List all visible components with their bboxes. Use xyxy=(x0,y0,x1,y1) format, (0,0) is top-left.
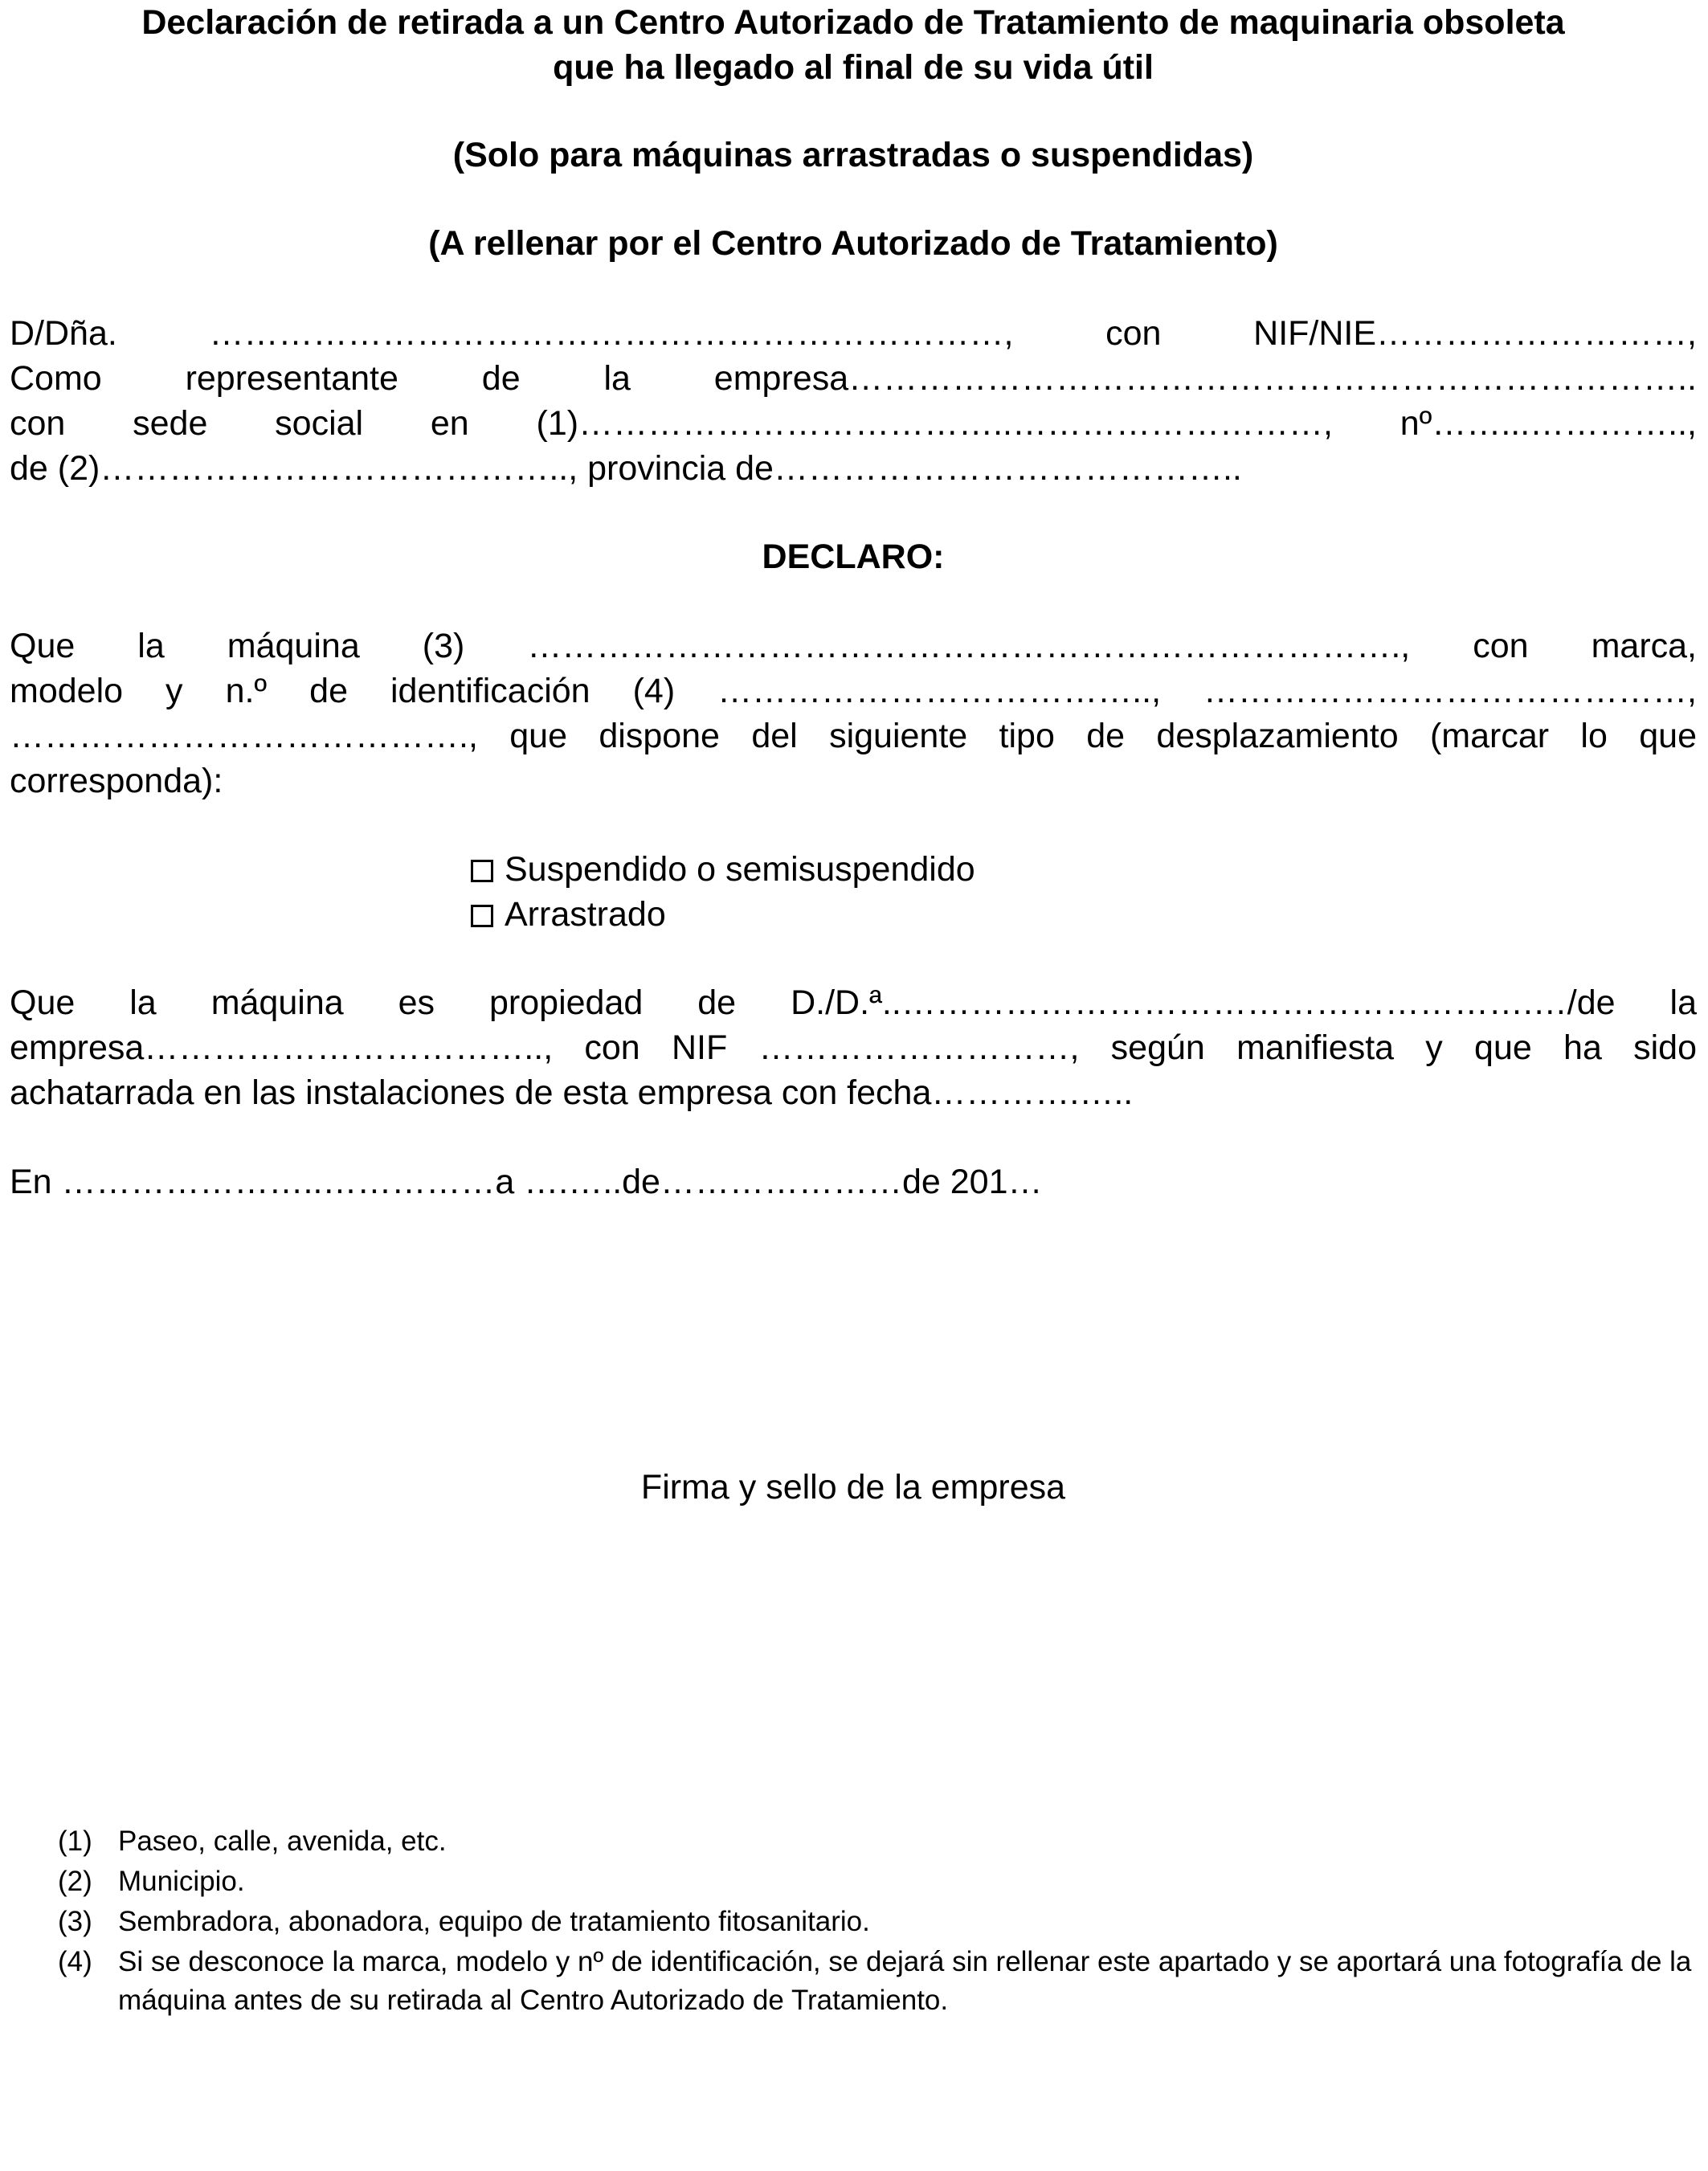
footnote-text: Paseo, calle, avenida, etc. xyxy=(118,1826,447,1857)
identity-line-company: Como representante de la empresa……………………………………………………………….. xyxy=(10,359,1697,398)
document-title-line-1: Declaración de retirada a un Centro Autorizado de Tratamiento de maquinaria obsoleta xyxy=(141,3,1565,42)
document-title-line-2: que ha llegado al final de su vida útil xyxy=(553,48,1154,87)
machine-line-4: corresponda): xyxy=(10,762,223,800)
checkbox-dragged[interactable] xyxy=(471,905,493,927)
machine-line-3: …………………………………., que dispone del siguiente tipo de desplazamiento (marcar lo que xyxy=(10,717,1697,755)
ownership-line-1: Que la máquina es propiedad de D./D.ª..……………………………………………….…/de la xyxy=(10,983,1697,1022)
identity-line-address: con sede social en (1)………………………………..………………………, nº……...………….., xyxy=(10,404,1697,443)
ownership-line-3: achatarrada en las instalaciones de esta empresa con fecha………….….. xyxy=(10,1073,1134,1112)
footnote-text: Si se desconoce la marca, modelo y nº de identificación, se dejará sin rellenar este apartado y se aportará una fotografía de la máquina antes de su retirada al Centro Autorizado de Tratamiento. xyxy=(118,1946,1692,2016)
footnote-number: (4) xyxy=(58,1946,92,1977)
declaro-heading: DECLARO: xyxy=(762,538,945,576)
option-suspended xyxy=(471,847,975,892)
ownership-line-2: empresa…………………………….., con NIF ………………………, según manifiesta y que ha sido xyxy=(10,1028,1697,1067)
option-dragged-label: Arrastrado xyxy=(505,895,666,934)
machine-line-1: Que la máquina (3) …………………………………………………………………., con marca, xyxy=(10,627,1697,665)
machine-line-2: modelo y n.º de identificación (4) ……………………………….., ……………………………………, xyxy=(10,672,1697,710)
footnote-number: (2) xyxy=(58,1866,92,1897)
checkbox-suspended[interactable] xyxy=(471,860,493,882)
place-date-line: En …………………..……………a ….…..de…………………de 201… xyxy=(10,1163,1043,1201)
document-subtitle-machines: (Solo para máquinas arrastradas o suspendidas) xyxy=(452,136,1254,174)
option-dragged xyxy=(471,892,666,937)
signature-label: Firma y sello de la empresa xyxy=(640,1468,1066,1507)
document-subtitle-fill-by: (A rellenar por el Centro Autorizado de Tratamiento) xyxy=(428,224,1278,263)
footnote-text: Sembradora, abonadora, equipo de tratamiento fitosanitario. xyxy=(118,1906,870,1937)
footnote-number: (1) xyxy=(58,1826,92,1857)
identity-line-name: D/Dña. ……………………………………………………………, con NIF/NIE………………………, xyxy=(10,314,1697,353)
option-suspended-label: Suspendido o semisuspendido xyxy=(505,850,975,889)
identity-line-municipality: de (2)………………………………….., provincia de………………………………….. xyxy=(10,449,1242,488)
footnote-number: (3) xyxy=(58,1906,92,1937)
footnote-text: Municipio. xyxy=(118,1866,245,1897)
